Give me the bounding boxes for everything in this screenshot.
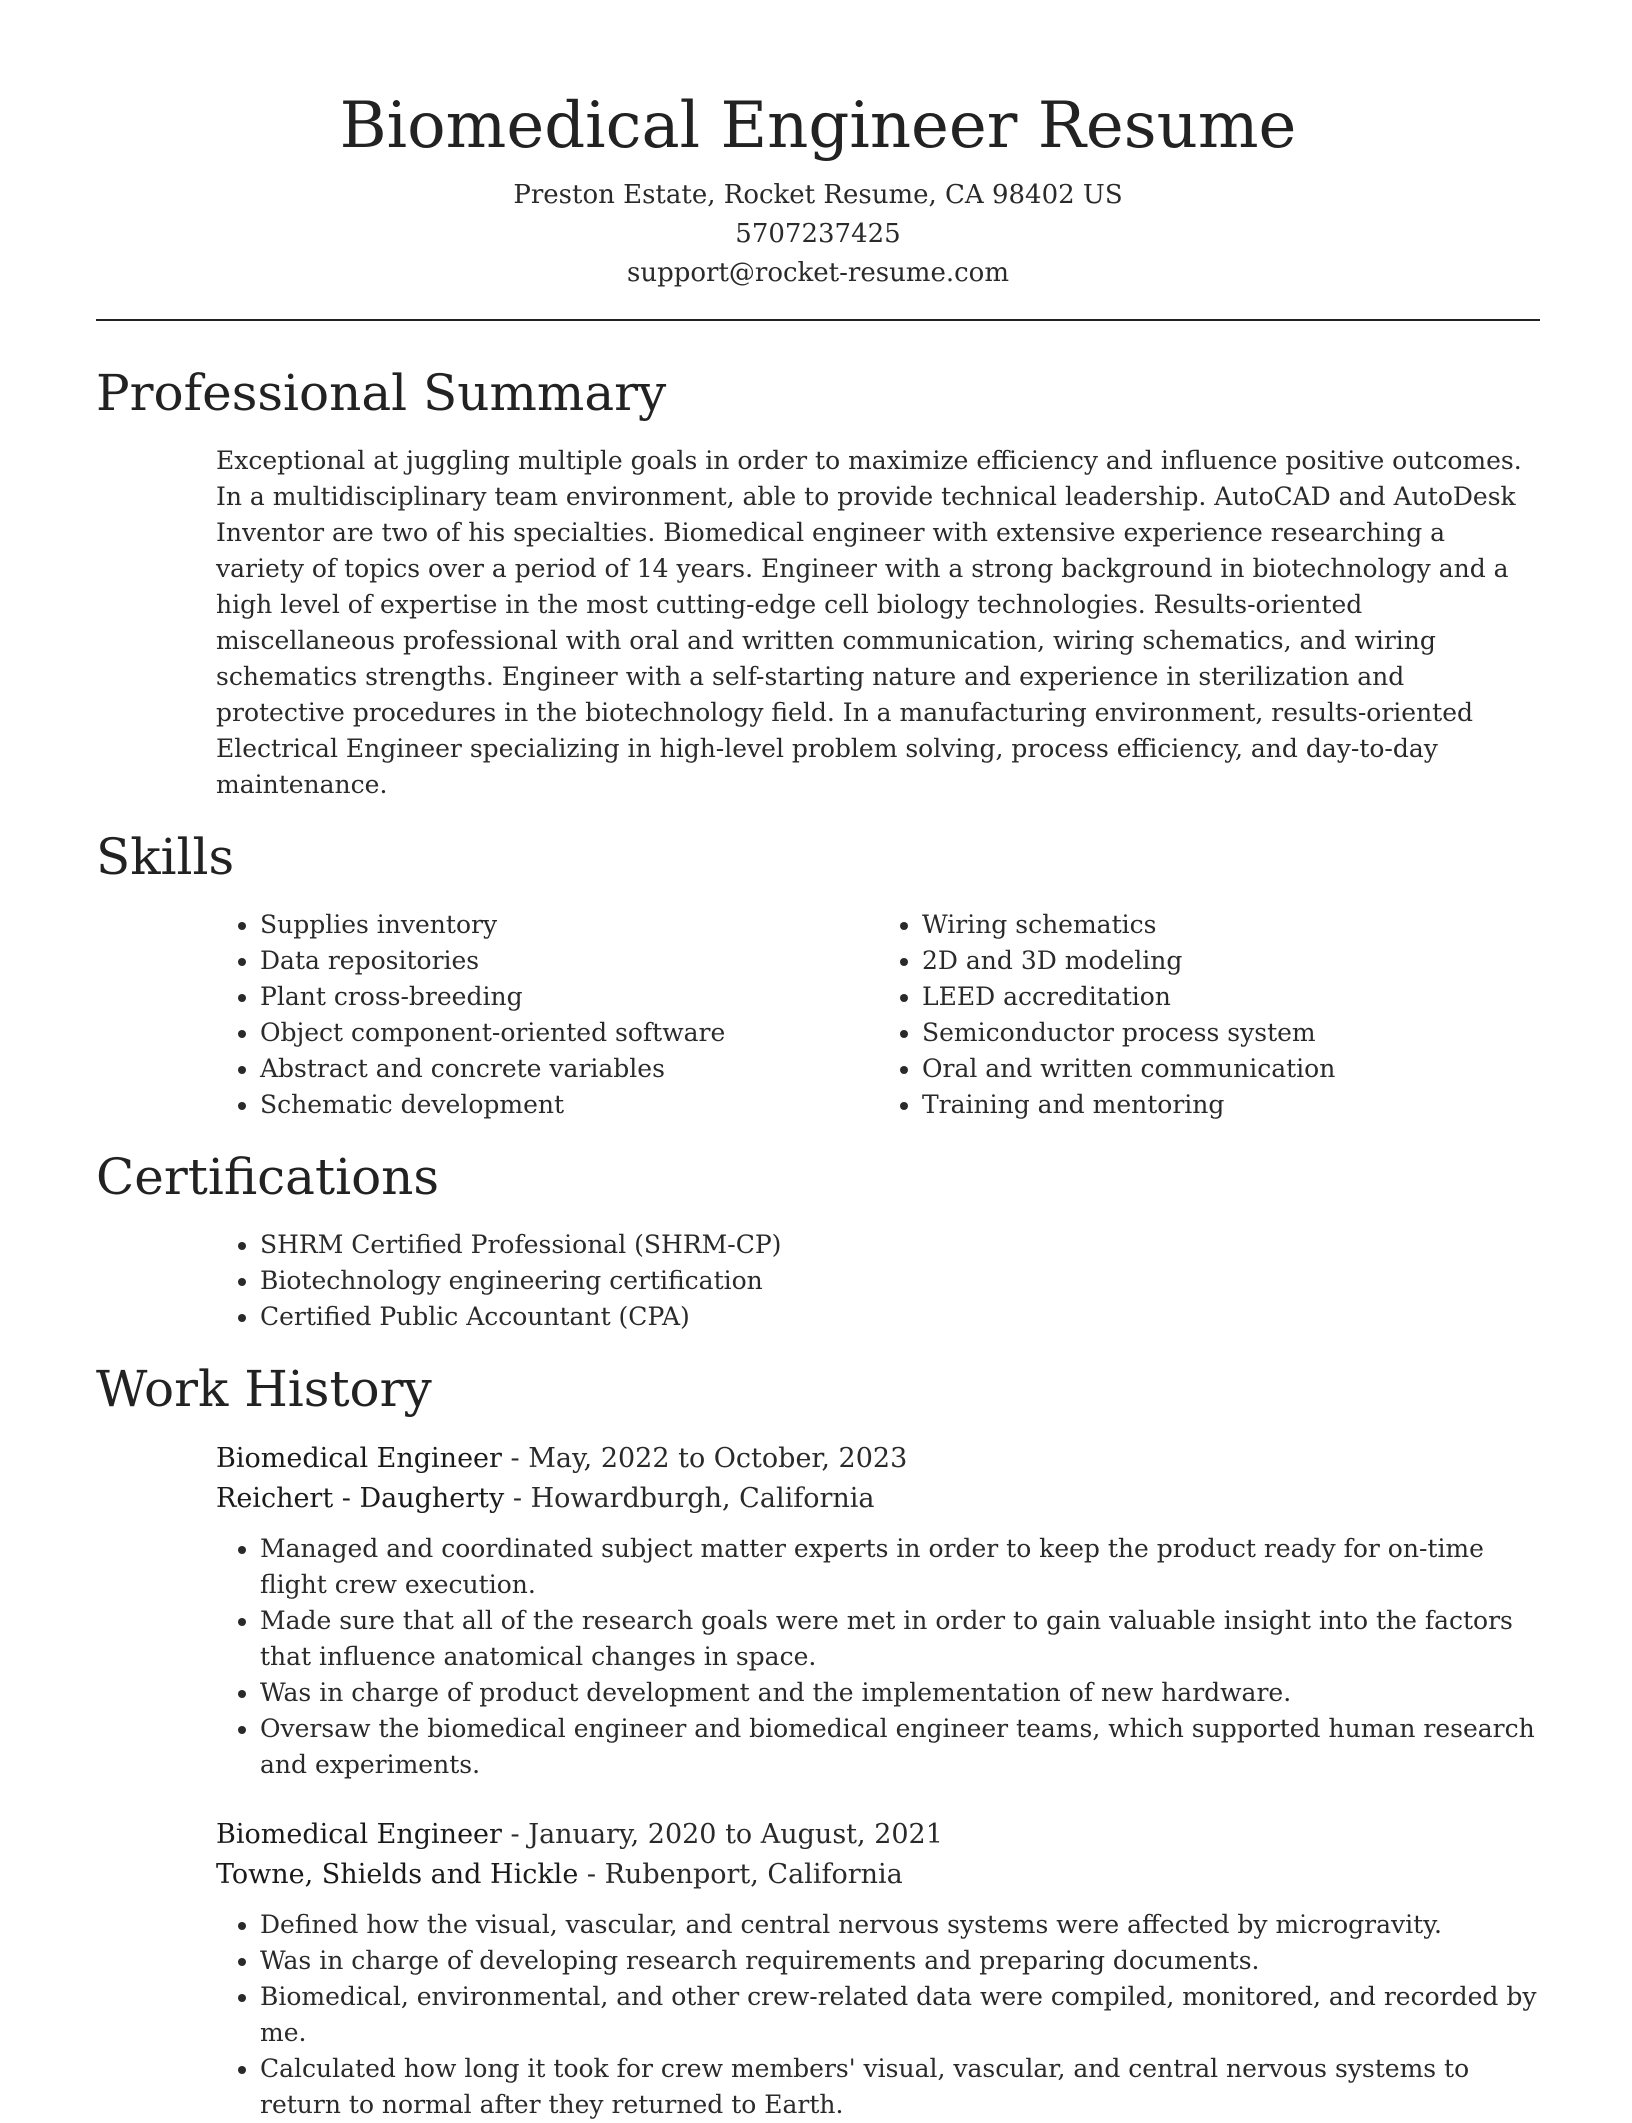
skill-item: • Supplies inventory [260, 907, 878, 943]
resume-header [96, 0, 1540, 293]
job-title-line [216, 1439, 1540, 1479]
summary-section [96, 361, 1540, 803]
resume-page [96, 0, 1540, 2123]
job-duty: • Biomedical, environmental, and other crew-related data were compiled, monitored, and recorded by me. [260, 1979, 1540, 2051]
skills-heading: Skills [96, 828, 235, 886]
contact-email: support@rocket-resume.com [626, 258, 1009, 288]
job-company-line [216, 1479, 1540, 1519]
job-entry [216, 1815, 1540, 2123]
skill-item: • Training and mentoring [922, 1087, 1540, 1123]
work-history-heading: Work History [96, 1360, 432, 1418]
resume-title: Biomedical Engineer Resume [339, 89, 1297, 163]
skill-item: • Wiring schematics [922, 907, 1540, 943]
job-duties [216, 1907, 1540, 2123]
job-title: Biomedical Engineer [216, 1443, 502, 1474]
job-company-line [216, 1855, 1540, 1895]
job-title-line [216, 1815, 1540, 1855]
skills-list-right [878, 907, 1540, 1123]
job-title: Biomedical Engineer [216, 1819, 502, 1850]
certifications-section [96, 1145, 1540, 1335]
certifications-heading: Certifications [96, 1148, 440, 1206]
summary-text: Exceptional at juggling multiple goals in order to maximize efficiency and influence positive outcomes. In a multidisciplinary team environment, able to provide technical leadership. AutoCAD and AutoDesk Inventor are two of his specialties. Biomedical engineer with extensive experience researching a variety of topics over a period of 14 years. Engineer with a strong background in biotechnology and a high level of expertise in the most cutting-edge cell biology technologies. Results-oriented miscellaneous professional with oral and written communication, wiring schematics, and wiring schematics strengths. Engineer with a self-starting nature and experience in sterilization and protective procedures in the biotechnology field. In a manufacturing environment, results-oriented Electrical Engineer specializing in high-level problem solving, process efficiency, and day-to-day maintenance. [216, 446, 1522, 799]
contact-address: Preston Estate, Rocket Resume, CA 98402 US [513, 180, 1123, 210]
skills-list-left [216, 907, 878, 1123]
header-divider [96, 319, 1540, 321]
skill-item: • Oral and written communication [922, 1051, 1540, 1087]
certification-item: • Biotechnology engineering certification [260, 1263, 1540, 1299]
certification-item: • Certified Public Accountant (CPA) [260, 1299, 1540, 1335]
job-duty: • Was in charge of product development and the implementation of new hardware. [260, 1675, 1540, 1711]
skills-section [96, 825, 1540, 1123]
job-entry [216, 1439, 1540, 1783]
job-duty: • Made sure that all of the research goals were met in order to gain valuable insight into the factors that influence anatomical changes in space. [260, 1603, 1540, 1675]
job-location: - Rubenport, California [578, 1859, 903, 1890]
job-duty: • Oversaw the biomedical engineer and biomedical engineer teams, which supported human research and experiments. [260, 1711, 1540, 1783]
skill-item: • Abstract and concrete variables [260, 1051, 878, 1087]
certification-item: • SHRM Certified Professional (SHRM-CP) [260, 1227, 1540, 1263]
skill-item: • Data repositories [260, 943, 878, 979]
contact-phone: 5707237425 [735, 219, 901, 249]
job-company: Towne, Shields and Hickle [216, 1859, 579, 1890]
certifications-list [216, 1227, 1540, 1335]
work-history-section [96, 1357, 1540, 2123]
skill-item: • 2D and 3D modeling [922, 943, 1540, 979]
summary-heading: Professional Summary [96, 364, 667, 422]
job-dates: - January, 2020 to August, 2021 [501, 1819, 943, 1850]
contact-block [96, 176, 1540, 293]
job-location: - Howardburgh, California [504, 1483, 875, 1514]
job-duty: • Calculated how long it took for crew members' visual, vascular, and central nervous systems to return to normal after they returned to Earth. [260, 2051, 1540, 2123]
job-company: Reichert - Daugherty [216, 1483, 505, 1514]
job-duties [216, 1531, 1540, 1783]
skill-item: • Plant cross-breeding [260, 979, 878, 1015]
skill-item: • Object component-oriented software [260, 1015, 878, 1051]
skills-grid [216, 907, 1540, 1123]
job-duty: • Was in charge of developing research requirements and preparing documents. [260, 1943, 1540, 1979]
job-duty: • Defined how the visual, vascular, and central nervous systems were affected by microgravity. [260, 1907, 1540, 1943]
job-duty: • Managed and coordinated subject matter experts in order to keep the product ready for on-time flight crew execution. [260, 1531, 1540, 1603]
skill-item: • Semiconductor process system [922, 1015, 1540, 1051]
job-dates: - May, 2022 to October, 2023 [501, 1443, 908, 1474]
skill-item: • Schematic development [260, 1087, 878, 1123]
skill-item: • LEED accreditation [922, 979, 1540, 1015]
